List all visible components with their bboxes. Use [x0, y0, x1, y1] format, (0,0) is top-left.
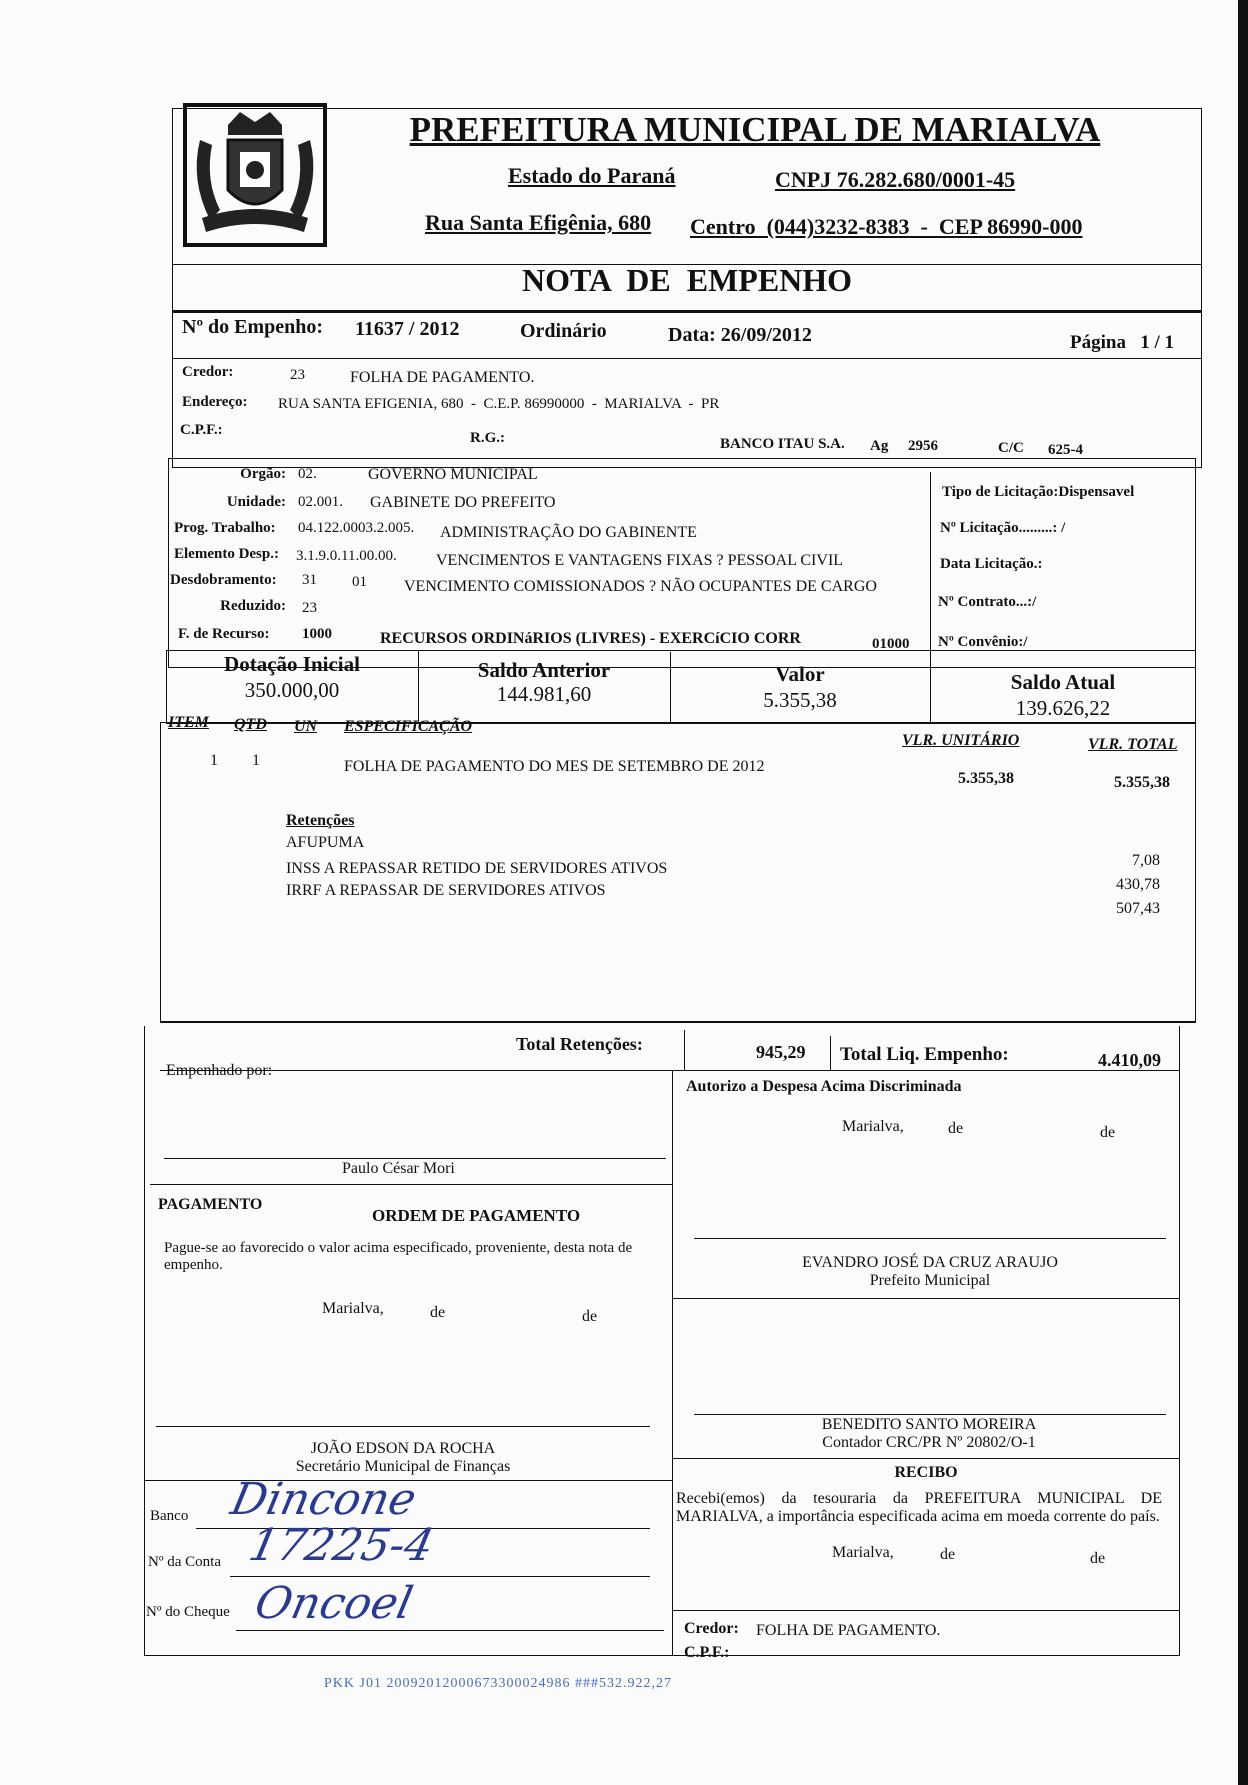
secretario-role: Secretário Municipal de Finanças — [295, 1458, 511, 1475]
recurso-desc: RECURSOS ORDINáRIOS (LIVRES) - EXERCíCIO CORR — [380, 630, 801, 647]
rg-label: R.G.: — [470, 430, 505, 446]
desdobramento-desc: VENCIMENTO COMISSIONADOS ? NÃO OCUPANTES DE CARGO — [404, 578, 877, 595]
conta-label: Nº da Conta — [148, 1554, 221, 1570]
total-liquido-value: 4.410,09 — [1098, 1050, 1161, 1070]
contador-role: Contador CRC/PR Nº 20802/O-1 — [822, 1434, 1036, 1451]
divider — [150, 1184, 672, 1185]
item-qtd: 1 — [252, 752, 260, 769]
de-label: de — [948, 1120, 964, 1137]
conta-handwriting: 17225-4 — [244, 1520, 439, 1571]
recibo-cpf-label: C.P.F.: — [684, 1644, 730, 1661]
col-qtd: QTD — [234, 716, 267, 733]
total-liquido-label: Total Liq. Empenho: — [840, 1044, 1009, 1065]
col-item: ITEM — [168, 714, 209, 731]
saldo-atual-value: 139.626,22 — [1015, 696, 1111, 720]
retencao-value: 7,08 — [1132, 852, 1160, 869]
elemento-desc: VENCIMENTOS E VANTAGENS FIXAS ? PESSOAL CIVIL — [436, 552, 844, 569]
item-especificacao: FOLHA DE PAGAMENTO DO MES DE SETEMBRO DE 2012 — [344, 758, 765, 775]
endereco: RUA SANTA EFIGENIA, 680 - C.E.P. 86990000 - MARIALVA - PR — [278, 396, 720, 412]
scan-edge — [1238, 0, 1248, 1785]
endereco-label: Endereço: — [182, 394, 248, 410]
desdobramento-code: 31 — [302, 572, 317, 588]
empenho-number: 11637 / 2012 — [355, 318, 460, 340]
cheque-label: Nº do Cheque — [146, 1604, 230, 1620]
cnpj: CNPJ 76.282.680/0001-45 — [775, 167, 1016, 192]
contador-name: BENEDITO SANTO MOREIRA — [821, 1416, 1037, 1433]
cpf-label: C.P.F.: — [180, 422, 223, 438]
document-title: NOTA DE EMPENHO — [521, 262, 853, 298]
recurso-code: 1000 — [302, 626, 332, 642]
prog-label: Prog. Trabalho: — [174, 520, 276, 536]
orgao-desc: GOVERNO MUNICIPAL — [368, 466, 538, 483]
col-total-value: VLR. TOTAL — [1088, 736, 1178, 753]
marialva-label: Marialva, — [842, 1118, 904, 1135]
recurso-number: 01000 — [872, 636, 910, 652]
empenhado-label: Empenhado por: — [166, 1062, 273, 1079]
convenio: Nº Convênio:/ — [938, 634, 1028, 650]
recibo-text: Recebi(emos) da tesouraria da PREFEITURA MUNICIPAL DE MARIALVA, a importância especificada acima em moeda corrente do país. — [676, 1490, 1162, 1526]
retencoes-title: Retenções — [286, 812, 355, 829]
marialva-label: Marialva, — [322, 1300, 384, 1317]
contrato: Nº Contrato...:/ — [938, 594, 1037, 610]
prog-desc: ADMINISTRAÇÃO DO GABINENTE — [440, 524, 697, 541]
signature-line — [694, 1414, 1166, 1415]
retencao-desc: INSS A REPASSAR RETIDO DE SERVIDORES ATIVOS — [286, 860, 668, 877]
dotacao-label: Dotação Inicial — [224, 652, 360, 676]
credor-code: 23 — [290, 367, 305, 383]
divider — [672, 1458, 1180, 1459]
divider — [160, 1022, 1196, 1023]
prefeito-name: EVANDRO JOSÉ DA CRUZ ARAUJO — [802, 1254, 1058, 1271]
prefeitura-title: PREFEITURA MUNICIPAL DE MARIALVA — [409, 110, 1101, 149]
banco-label: Banco — [150, 1508, 189, 1524]
recurso-label: F. de Recurso: — [178, 626, 270, 642]
licitacao-tipo: Tipo de Licitação:Dispensavel — [942, 484, 1135, 500]
unidade-label: Unidade: — [226, 494, 286, 510]
address: Rua Santa Efigênia, 680 — [425, 210, 652, 235]
divider — [172, 310, 1202, 313]
entry-line — [236, 1630, 664, 1631]
district-phone-cep: Centro (044)3232-8383 - CEP 86990-000 — [690, 214, 1083, 239]
desdobramento-sub: 01 — [352, 574, 367, 590]
credor-name: FOLHA DE PAGAMENTO. — [350, 369, 535, 386]
reduzido-code: 23 — [302, 600, 317, 616]
col-especificacao: ESPECIFICAÇÃO — [344, 718, 473, 735]
retencao-desc: AFUPUMA — [286, 834, 365, 851]
recibo-title: RECIBO — [894, 1464, 958, 1481]
retencao-value: 430,78 — [1116, 876, 1160, 893]
total-retencoes-label: Total Retenções: — [516, 1034, 643, 1054]
page-number: Página 1 / 1 — [1070, 332, 1174, 353]
recibo-credor-name: FOLHA DE PAGAMENTO. — [756, 1622, 941, 1639]
col-un: UN — [294, 718, 318, 735]
empenho-type: Ordinário — [520, 320, 607, 342]
licitacao-numero: Nº Licitação.........: / — [940, 520, 1066, 536]
pagamento-text: Pague-se ao favorecido o valor acima especificado, proveniente, desta nota de empenho. — [164, 1240, 633, 1274]
pagamento-label: PAGAMENTO — [158, 1196, 263, 1213]
prefeito-role: Prefeito Municipal — [869, 1272, 991, 1289]
agency-label: Ag — [870, 438, 889, 454]
bank-stamp: PKK J01 20092012000673300024986 ###532.922,27 — [324, 1676, 672, 1691]
empenho-date: Data: 26/09/2012 — [668, 324, 812, 346]
ordem-pagamento-title: ORDEM DE PAGAMENTO — [372, 1206, 581, 1225]
unidade-code: 02.001. — [298, 494, 343, 510]
total-retencoes-value: 945,29 — [756, 1042, 806, 1062]
divider — [672, 1070, 673, 1656]
de-label: de — [940, 1546, 956, 1563]
col-unit-value: VLR. UNITÁRIO — [902, 732, 1020, 749]
empenhado-name: Paulo César Mori — [342, 1160, 455, 1177]
unidade-desc: GABINETE DO PREFEITO — [370, 494, 556, 511]
de-label: de — [430, 1304, 446, 1321]
dotacao-value: 350.000,00 — [244, 678, 340, 702]
banco-handwriting: Dincone — [226, 1474, 421, 1525]
retencao-value: 507,43 — [1116, 900, 1160, 917]
orgao-label: Orgão: — [240, 466, 286, 482]
saldo-anterior-label: Saldo Anterior — [477, 658, 611, 682]
valor-value: 5.355,38 — [763, 688, 837, 712]
de-label: de — [1090, 1550, 1106, 1567]
secretario-name: JOÃO EDSON DA ROCHA — [310, 1440, 496, 1457]
saldo-anterior-value: 144.981,60 — [496, 682, 592, 706]
divider — [672, 1610, 1180, 1611]
de-label: de — [582, 1308, 598, 1325]
item-total-value: 5.355,38 — [1114, 774, 1170, 791]
desdobramento-label: Desdobramento: — [170, 572, 277, 588]
coat-of-arms-icon — [180, 100, 330, 250]
agency: 2956 — [908, 438, 938, 454]
retencao-desc: IRRF A REPASSAR DE SERVIDORES ATIVOS — [286, 882, 606, 899]
elemento-code: 3.1.9.0.11.00.00. — [296, 548, 397, 564]
signature-line — [156, 1426, 650, 1427]
item-unit-value: 5.355,38 — [958, 770, 1014, 787]
de-label: de — [1100, 1124, 1116, 1141]
elemento-label: Elemento Desp.: — [174, 546, 279, 562]
signature-line — [694, 1238, 1166, 1239]
divider — [672, 1298, 1180, 1299]
reduzido-label: Reduzido: — [220, 598, 286, 614]
state-name: Estado do Paraná — [508, 163, 676, 188]
account-label: C/C — [998, 440, 1024, 456]
item-number: 1 — [210, 752, 218, 769]
signature-line — [164, 1158, 666, 1159]
autorizo-text: Autorizo a Despesa Acima Discriminada — [686, 1078, 962, 1095]
recibo-credor-label: Credor: — [684, 1620, 739, 1637]
prog-code: 04.122.0003.2.005. — [298, 520, 415, 536]
cheque-handwriting: Oncoel — [250, 1578, 418, 1629]
orgao-code: 02. — [298, 466, 317, 482]
saldo-atual-label: Saldo Atual — [1010, 670, 1116, 694]
divider — [172, 358, 1202, 359]
entry-line — [230, 1576, 650, 1577]
account: 625-4 — [1048, 442, 1083, 458]
empenho-label: Nº do Empenho: — [182, 316, 324, 338]
valor-label: Valor — [775, 662, 825, 686]
divider — [930, 472, 931, 668]
bank-name: BANCO ITAU S.A. — [720, 436, 845, 452]
licitacao-data: Data Licitação.: — [940, 556, 1043, 572]
credor-label: Credor: — [182, 364, 234, 380]
marialva-label: Marialva, — [832, 1544, 894, 1561]
